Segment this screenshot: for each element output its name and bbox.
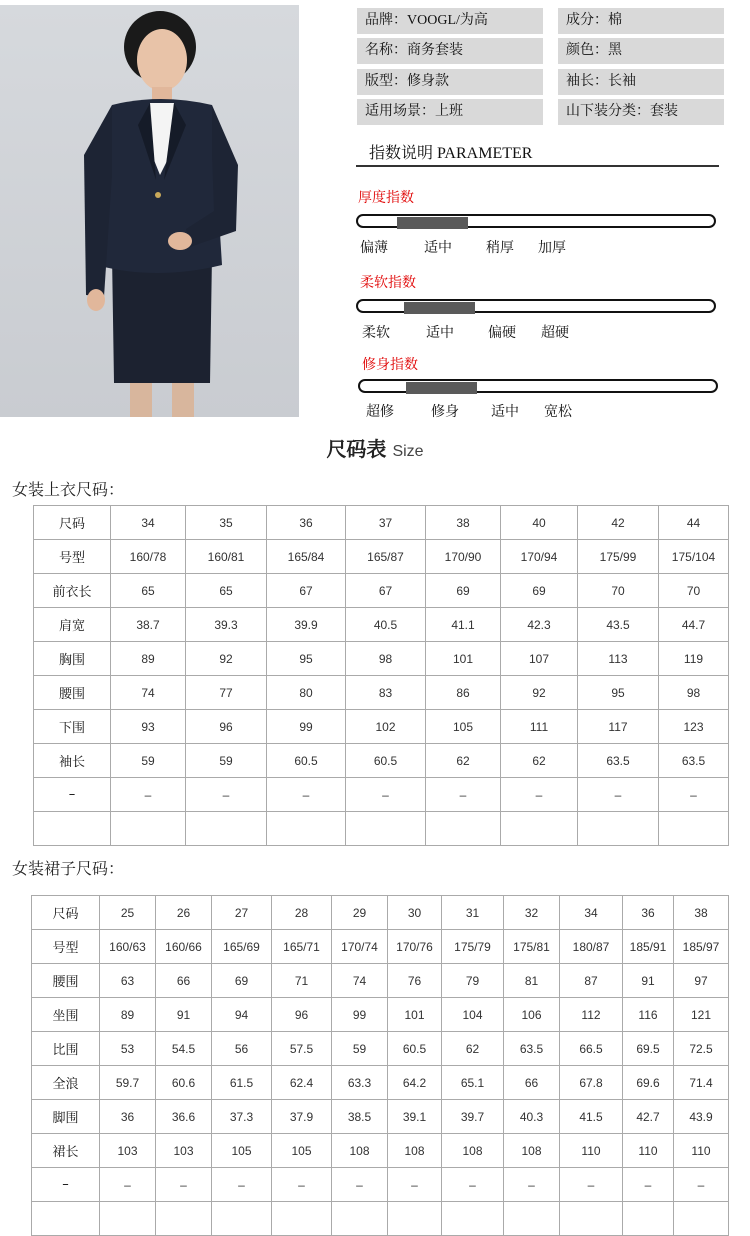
gauge-fit-tick: 宽松 xyxy=(544,405,572,420)
table-cell: 39.1 xyxy=(388,1100,442,1134)
table-cell: 65.1 xyxy=(442,1066,504,1100)
attr-name: 名称：商务套装 xyxy=(357,38,543,64)
table-cell: 36 xyxy=(623,896,674,930)
table-cell: 29 xyxy=(332,896,388,930)
table-cell: 110 xyxy=(623,1134,674,1168)
table-cell: 26 xyxy=(156,896,212,930)
gauge-thickness-label: 厚度指数 xyxy=(358,191,414,206)
table-cell: 39.3 xyxy=(186,608,267,642)
row-header-cell: 下围 xyxy=(34,710,111,744)
table-cell: 56 xyxy=(212,1032,272,1066)
attr-fit: 版型：修身款 xyxy=(357,69,543,95)
table-cell: – xyxy=(111,778,186,812)
table-cell: – xyxy=(332,1168,388,1202)
table-cell: 105 xyxy=(426,710,501,744)
table-cell: 165/71 xyxy=(272,930,332,964)
table-cell: – xyxy=(156,1168,212,1202)
table-cell: 62.4 xyxy=(272,1066,332,1100)
table-cell: 108 xyxy=(332,1134,388,1168)
table-cell: 64.2 xyxy=(388,1066,442,1100)
table-cell: 111 xyxy=(501,710,578,744)
table-cell: 72.5 xyxy=(674,1032,729,1066)
table-cell: 106 xyxy=(504,998,560,1032)
table-cell: 79 xyxy=(442,964,504,998)
table-cell: 81 xyxy=(504,964,560,998)
table-cell: 74 xyxy=(111,676,186,710)
product-photo xyxy=(0,5,299,417)
table-cell: 101 xyxy=(388,998,442,1032)
table-cell: 121 xyxy=(674,998,729,1032)
table-cell: 63.3 xyxy=(332,1066,388,1100)
table-cell: – xyxy=(504,1168,560,1202)
table-cell: 91 xyxy=(156,998,212,1032)
attr-category: 山下装分类：套装 xyxy=(558,99,724,125)
table-cell xyxy=(332,1202,388,1236)
table-cell: 42.3 xyxy=(501,608,578,642)
table-cell xyxy=(623,1202,674,1236)
table-row xyxy=(34,642,729,676)
table-cell: 25 xyxy=(100,896,156,930)
table-cell: 102 xyxy=(346,710,426,744)
table-cell: 104 xyxy=(442,998,504,1032)
table-cell: – xyxy=(100,1168,156,1202)
table-cell: 44 xyxy=(659,506,729,540)
table-cell: 86 xyxy=(426,676,501,710)
table-cell: 59 xyxy=(111,744,186,778)
table-row xyxy=(34,676,729,710)
table-cell: 65 xyxy=(186,574,267,608)
table-cell xyxy=(212,1202,272,1236)
table-cell: 95 xyxy=(578,676,659,710)
table-cell: 92 xyxy=(186,642,267,676)
table-cell: 91 xyxy=(623,964,674,998)
size-chart-title-cn: 尺码表 xyxy=(326,437,387,461)
table-cell xyxy=(156,1202,212,1236)
table-cell: 62 xyxy=(426,744,501,778)
table-cell xyxy=(111,812,186,846)
table-cell: 110 xyxy=(560,1134,623,1168)
table-cell: 61.5 xyxy=(212,1066,272,1100)
table-cell: 53 xyxy=(100,1032,156,1066)
table-cell: 31 xyxy=(442,896,504,930)
table-cell: – xyxy=(388,1168,442,1202)
table-cell: 32 xyxy=(504,896,560,930)
table-cell xyxy=(501,812,578,846)
table-cell: 107 xyxy=(501,642,578,676)
table-row xyxy=(32,964,729,998)
table-cell: 35 xyxy=(186,506,267,540)
table-cell xyxy=(674,1202,729,1236)
row-header-cell: 肩宽 xyxy=(34,608,111,642)
gauge-fit-label: 修身指数 xyxy=(362,358,418,373)
table-cell: 185/97 xyxy=(674,930,729,964)
table-cell: 160/78 xyxy=(111,540,186,574)
skirt-table-title: 女装裙子尺码： xyxy=(12,859,125,878)
table-cell: 65 xyxy=(111,574,186,608)
table-cell: 77 xyxy=(186,676,267,710)
table-cell: 37 xyxy=(346,506,426,540)
table-cell xyxy=(560,1202,623,1236)
table-cell: 89 xyxy=(100,998,156,1032)
table-cell: 54.5 xyxy=(156,1032,212,1066)
table-cell: 113 xyxy=(578,642,659,676)
table-cell: 98 xyxy=(659,676,729,710)
table-cell: 60.5 xyxy=(346,744,426,778)
table-cell: 96 xyxy=(272,998,332,1032)
table-row xyxy=(32,930,729,964)
table-cell: 97 xyxy=(674,964,729,998)
attr-sleeve: 袖长：长袖 xyxy=(558,69,724,95)
table-cell: 105 xyxy=(272,1134,332,1168)
gauge-thickness-tick: 适中 xyxy=(424,241,452,256)
row-header-cell: 坐围 xyxy=(32,998,100,1032)
table-row xyxy=(32,1032,729,1066)
table-cell: 63.5 xyxy=(659,744,729,778)
table-cell: 103 xyxy=(156,1134,212,1168)
table-cell: 170/94 xyxy=(501,540,578,574)
table-cell: 43.5 xyxy=(578,608,659,642)
table-cell xyxy=(267,812,346,846)
attr-occasion: 适用场景：上班 xyxy=(357,99,543,125)
table-cell: 110 xyxy=(674,1134,729,1168)
table-cell xyxy=(578,812,659,846)
row-header-cell: 前衣长 xyxy=(34,574,111,608)
table-cell: 36 xyxy=(267,506,346,540)
table-row xyxy=(34,710,729,744)
table-cell: 99 xyxy=(332,998,388,1032)
table-cell: 180/87 xyxy=(560,930,623,964)
table-cell: 37.3 xyxy=(212,1100,272,1134)
table-row xyxy=(34,574,729,608)
table-cell: – xyxy=(212,1168,272,1202)
table-cell: 70 xyxy=(659,574,729,608)
table-cell: 67.8 xyxy=(560,1066,623,1100)
table-cell: 117 xyxy=(578,710,659,744)
table-cell: 105 xyxy=(212,1134,272,1168)
table-cell: 59 xyxy=(332,1032,388,1066)
table-row xyxy=(34,778,729,812)
gauge-softness-tick: 超硬 xyxy=(541,326,569,341)
gauge-softness-fill xyxy=(404,302,475,314)
table-cell xyxy=(442,1202,504,1236)
gauge-fit-tick: 超修 xyxy=(366,405,394,420)
table-cell: 67 xyxy=(346,574,426,608)
table-cell: 170/74 xyxy=(332,930,388,964)
row-header-cell: 全浪 xyxy=(32,1066,100,1100)
table-cell: 36.6 xyxy=(156,1100,212,1134)
table-cell: – xyxy=(442,1168,504,1202)
table-cell: – xyxy=(426,778,501,812)
table-cell: 38.5 xyxy=(332,1100,388,1134)
gauge-softness-track xyxy=(356,299,716,313)
row-header-cell: 脚围 xyxy=(32,1100,100,1134)
table-cell: 40 xyxy=(501,506,578,540)
table-cell: 69 xyxy=(501,574,578,608)
row-header-cell: – xyxy=(32,1168,100,1202)
gauge-softness-tick: 适中 xyxy=(426,326,454,341)
table-cell: 108 xyxy=(442,1134,504,1168)
table-cell xyxy=(659,812,729,846)
table-cell: 95 xyxy=(267,642,346,676)
table-cell: 123 xyxy=(659,710,729,744)
table-cell xyxy=(346,812,426,846)
table-row xyxy=(32,998,729,1032)
table-cell: 63.5 xyxy=(578,744,659,778)
table-cell: – xyxy=(267,778,346,812)
table-cell: 66 xyxy=(156,964,212,998)
attr-brand: 品牌：VOOGL/为高 xyxy=(357,8,543,34)
table-cell: – xyxy=(674,1168,729,1202)
row-header-cell: 胸围 xyxy=(34,642,111,676)
table-cell: 36 xyxy=(100,1100,156,1134)
table-cell: 101 xyxy=(426,642,501,676)
gauge-fit-track xyxy=(358,379,718,393)
table-row xyxy=(32,1202,729,1236)
table-cell: 38.7 xyxy=(111,608,186,642)
table-cell: 38 xyxy=(674,896,729,930)
table-cell: 185/91 xyxy=(623,930,674,964)
table-row xyxy=(34,506,729,540)
table-cell: 89 xyxy=(111,642,186,676)
table-cell: 28 xyxy=(272,896,332,930)
table-cell: 59.7 xyxy=(100,1066,156,1100)
table-cell: 41.5 xyxy=(560,1100,623,1134)
row-header-cell: 裙长 xyxy=(32,1134,100,1168)
table-cell: 108 xyxy=(504,1134,560,1168)
table-cell: – xyxy=(623,1168,674,1202)
table-cell: 93 xyxy=(111,710,186,744)
row-header-cell: 尺码 xyxy=(34,506,111,540)
table-cell: 62 xyxy=(501,744,578,778)
table-cell: 30 xyxy=(388,896,442,930)
table-cell: 69.6 xyxy=(623,1066,674,1100)
row-header-cell xyxy=(34,812,111,846)
table-cell: 108 xyxy=(388,1134,442,1168)
row-header-cell: 腰围 xyxy=(34,676,111,710)
table-cell: 175/99 xyxy=(578,540,659,574)
table-cell xyxy=(100,1202,156,1236)
table-cell: 175/104 xyxy=(659,540,729,574)
table-cell: 43.9 xyxy=(674,1100,729,1134)
top-table-title: 女装上衣尺码： xyxy=(12,480,125,499)
table-cell: – xyxy=(578,778,659,812)
gauge-thickness-tick: 偏薄 xyxy=(360,241,388,256)
table-cell xyxy=(272,1202,332,1236)
table-cell: 69.5 xyxy=(623,1032,674,1066)
table-cell: 60.6 xyxy=(156,1066,212,1100)
table-cell: 83 xyxy=(346,676,426,710)
table-cell: 165/87 xyxy=(346,540,426,574)
table-cell: 42.7 xyxy=(623,1100,674,1134)
skirt-size-table xyxy=(31,895,729,1236)
table-cell: 160/81 xyxy=(186,540,267,574)
attr-material: 成分：棉 xyxy=(558,8,724,34)
table-cell: 38 xyxy=(426,506,501,540)
table-row xyxy=(34,608,729,642)
attr-color: 颜色：黑 xyxy=(558,38,724,64)
gauge-thickness-tick: 加厚 xyxy=(538,241,566,256)
table-cell: 103 xyxy=(100,1134,156,1168)
table-cell: 71.4 xyxy=(674,1066,729,1100)
table-cell: 165/69 xyxy=(212,930,272,964)
gauge-thickness-tick: 稍厚 xyxy=(486,241,514,256)
table-cell: 57.5 xyxy=(272,1032,332,1066)
table-row xyxy=(32,1168,729,1202)
gauge-softness-label: 柔软指数 xyxy=(360,276,416,291)
table-row xyxy=(34,744,729,778)
table-cell: 63 xyxy=(100,964,156,998)
table-cell: 40.5 xyxy=(346,608,426,642)
table-cell: 170/90 xyxy=(426,540,501,574)
table-cell: – xyxy=(560,1168,623,1202)
table-cell: 27 xyxy=(212,896,272,930)
table-cell: 39.9 xyxy=(267,608,346,642)
row-header-cell: 尺码 xyxy=(32,896,100,930)
table-cell: – xyxy=(272,1168,332,1202)
gauge-fit-tick: 修身 xyxy=(431,405,459,420)
gauge-fit-fill xyxy=(406,382,477,394)
table-cell: 71 xyxy=(272,964,332,998)
table-cell: – xyxy=(501,778,578,812)
table-row xyxy=(34,540,729,574)
table-cell: 70 xyxy=(578,574,659,608)
row-header-cell xyxy=(32,1202,100,1236)
table-row xyxy=(32,1066,729,1100)
row-header-cell: 腰围 xyxy=(32,964,100,998)
table-cell: 92 xyxy=(501,676,578,710)
table-row xyxy=(32,1100,729,1134)
table-cell: 60.5 xyxy=(388,1032,442,1066)
table-cell: 40.3 xyxy=(504,1100,560,1134)
table-cell: 67 xyxy=(267,574,346,608)
table-row xyxy=(34,812,729,846)
table-cell: 165/84 xyxy=(267,540,346,574)
table-cell: 116 xyxy=(623,998,674,1032)
table-cell: 44.7 xyxy=(659,608,729,642)
table-cell: 175/79 xyxy=(442,930,504,964)
table-cell: 66 xyxy=(504,1066,560,1100)
table-cell: 76 xyxy=(388,964,442,998)
table-cell: 119 xyxy=(659,642,729,676)
table-cell: 112 xyxy=(560,998,623,1032)
table-cell: 41.1 xyxy=(426,608,501,642)
table-cell: 80 xyxy=(267,676,346,710)
table-cell: 96 xyxy=(186,710,267,744)
table-cell: 175/81 xyxy=(504,930,560,964)
table-cell: 74 xyxy=(332,964,388,998)
table-cell: – xyxy=(346,778,426,812)
parameter-divider xyxy=(356,165,719,167)
parameter-title: 指数说明 PARAMETER xyxy=(369,145,533,162)
table-cell: 160/63 xyxy=(100,930,156,964)
table-row xyxy=(32,896,729,930)
table-cell: 98 xyxy=(346,642,426,676)
table-cell: 69 xyxy=(212,964,272,998)
table-row xyxy=(32,1134,729,1168)
table-cell: 39.7 xyxy=(442,1100,504,1134)
table-cell: 87 xyxy=(560,964,623,998)
table-cell xyxy=(426,812,501,846)
row-header-cell: 号型 xyxy=(32,930,100,964)
row-header-cell: 比围 xyxy=(32,1032,100,1066)
table-cell: 37.9 xyxy=(272,1100,332,1134)
table-cell: 62 xyxy=(442,1032,504,1066)
table-cell: – xyxy=(186,778,267,812)
row-header-cell: – xyxy=(34,778,111,812)
table-cell: 66.5 xyxy=(560,1032,623,1066)
gauge-thickness-track xyxy=(356,214,716,228)
row-header-cell: 袖长 xyxy=(34,744,111,778)
gauge-fit-tick: 适中 xyxy=(491,405,519,420)
table-cell: 42 xyxy=(578,506,659,540)
table-cell: – xyxy=(659,778,729,812)
table-cell: 34 xyxy=(111,506,186,540)
gauge-softness-tick: 柔软 xyxy=(362,326,390,341)
table-cell: 60.5 xyxy=(267,744,346,778)
model-illustration xyxy=(0,5,299,417)
table-cell: 160/66 xyxy=(156,930,212,964)
table-cell xyxy=(388,1202,442,1236)
row-header-cell: 号型 xyxy=(34,540,111,574)
top-size-table xyxy=(33,505,729,846)
table-cell xyxy=(186,812,267,846)
table-cell: 63.5 xyxy=(504,1032,560,1066)
gauge-thickness-fill xyxy=(397,217,468,229)
table-cell: 69 xyxy=(426,574,501,608)
table-cell: 59 xyxy=(186,744,267,778)
table-cell: 99 xyxy=(267,710,346,744)
table-cell xyxy=(504,1202,560,1236)
size-chart-title xyxy=(0,433,750,462)
table-cell: 34 xyxy=(560,896,623,930)
table-cell: 94 xyxy=(212,998,272,1032)
table-cell: 170/76 xyxy=(388,930,442,964)
gauge-softness-tick: 偏硬 xyxy=(488,326,516,341)
size-chart-title-en: Size xyxy=(392,443,424,460)
